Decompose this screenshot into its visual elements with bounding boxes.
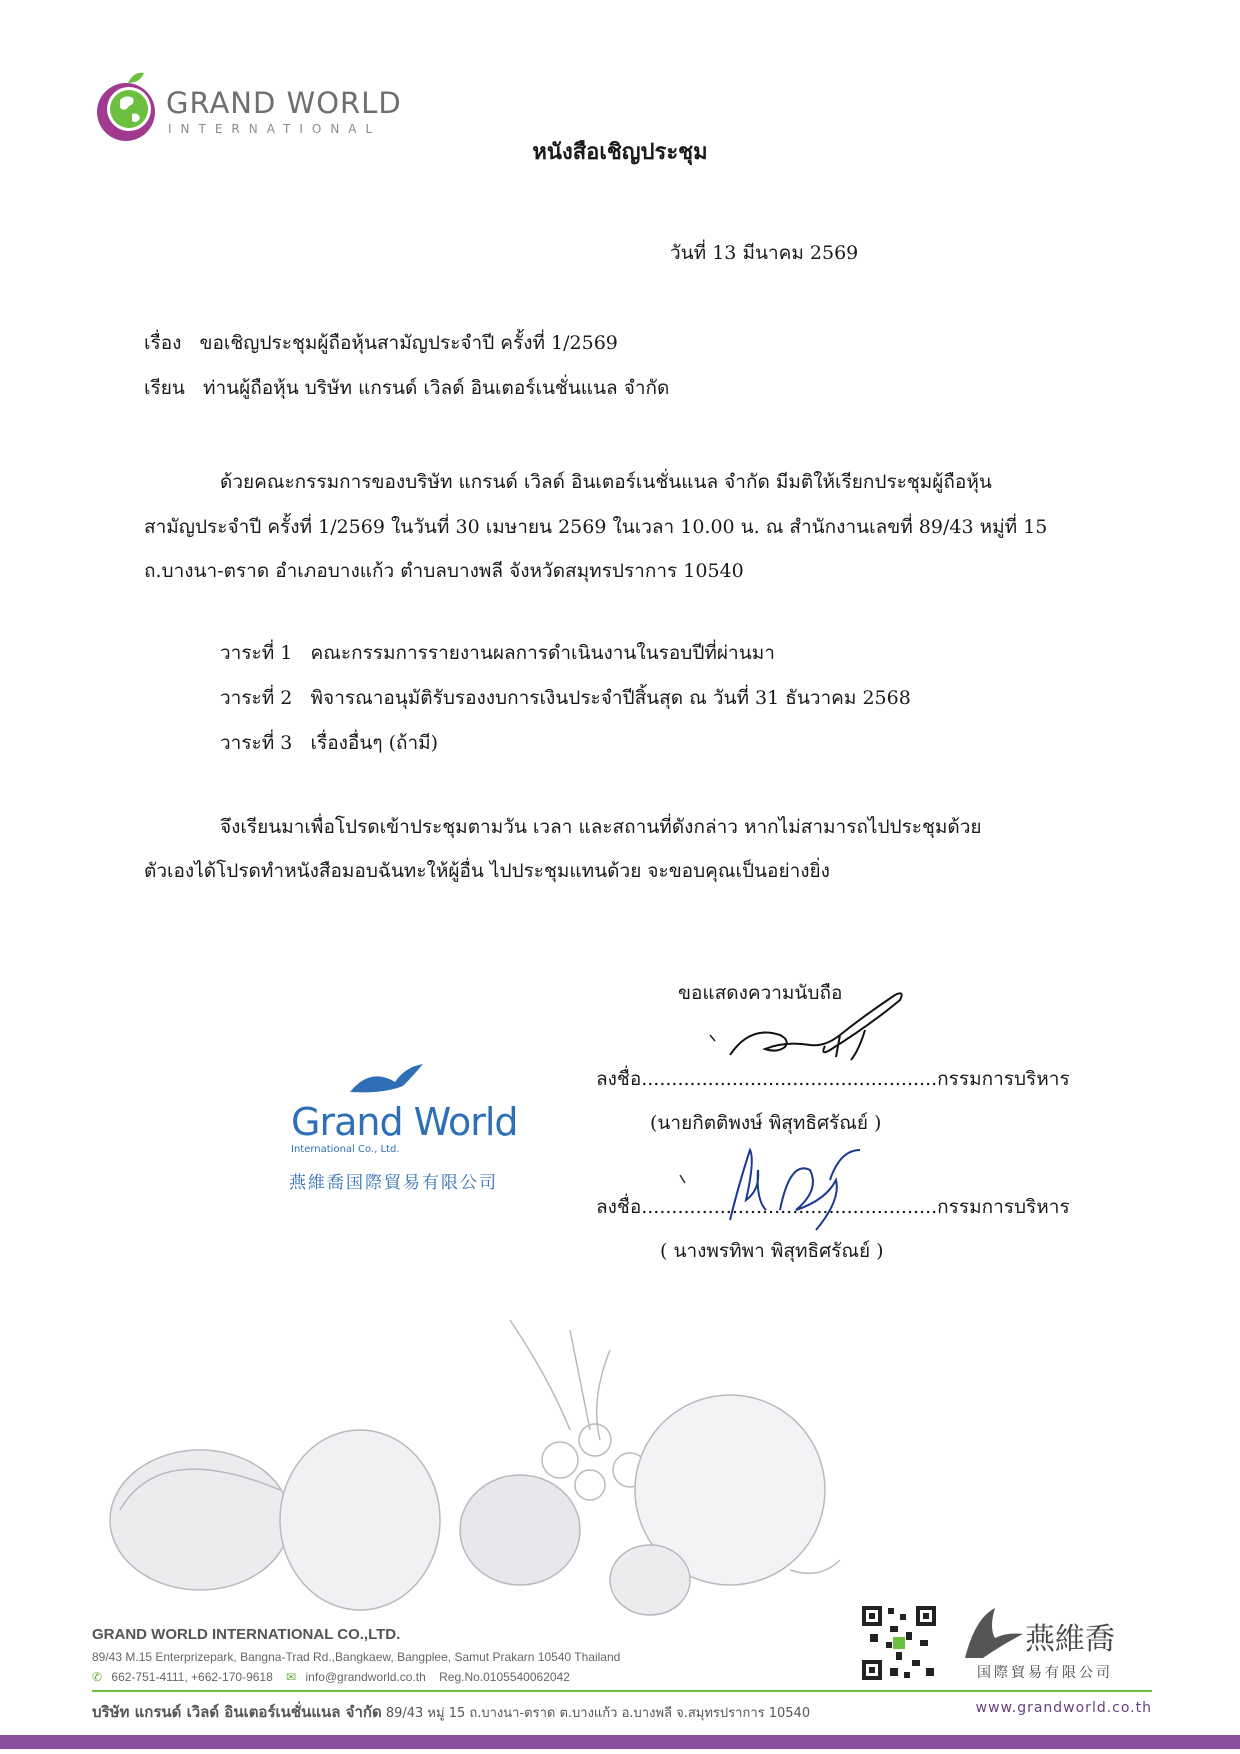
agenda-item-3	[220, 728, 438, 758]
swallow-bird-icon	[345, 1062, 425, 1102]
agenda-text: เรื่องอื่นๆ (ถ้ามี)	[310, 732, 439, 754]
footer-email[interactable]: info@grandworld.co.th	[305, 1670, 426, 1684]
footer-website[interactable]: www.grandworld.co.th	[975, 1700, 1152, 1716]
chinese-brand-logo	[955, 1600, 1155, 1686]
stamp-chinese-name: 燕維喬国際貿易有限公司	[289, 1173, 498, 1193]
signature-2-image	[670, 1130, 890, 1240]
document-title: หนังสือเชิญประชุม	[532, 139, 708, 165]
footer-divider	[92, 1690, 1152, 1692]
brand-subtitle: INTERNATIONAL	[168, 122, 382, 136]
body-para1-line2: สามัญประจำปี ครั้งที่ 1/2569 ในวันที่ 30 เมษายน 2569 ในเวลา 10.00 น. ณ สำนักงานเลขที่ 89/43 หมู่ที่ 15	[144, 516, 1048, 538]
footer-address: 89/43 M.15 Enterprizepark, Bangna-Trad Rd.,Bangkaew, Bangplee, Samut Prakarn 10540 Thailand	[92, 1650, 621, 1664]
footer-reg: Reg.No.0105540062042	[439, 1670, 570, 1684]
signature-1-name: (นายกิตติพงษ์ พิสุทธิศรัณย์ )	[650, 1112, 882, 1134]
footer-thai-line	[92, 1700, 810, 1724]
chinese-brand-name: 燕維喬	[1025, 1622, 1115, 1657]
footer-color-bar	[0, 1735, 1240, 1749]
agenda-label: วาระที่ 2	[220, 687, 293, 709]
subject-line	[144, 328, 618, 358]
stamp-company-sub: International Co., Ltd.	[291, 1144, 400, 1155]
body-para2-line2: ตัวเองได้โปรดทำหนังสือมอบฉันทะให้ผู้อื่น ไปประชุมแทนด้วย จะขอบคุณเป็นอย่างยิ่ง	[144, 860, 830, 882]
agenda-text: คณะกรรมการรายงานผลการดำเนินงานในรอบปีที่ผ่านมา	[310, 642, 775, 664]
agenda-item-1	[220, 638, 775, 668]
subject-text: ขอเชิญประชุมผู้ถือหุ้นสามัญประจำปี ครั้งที่ 1/2569	[199, 332, 618, 354]
subject-label: เรื่อง	[144, 332, 182, 354]
recipient-text: ท่านผู้ถือหุ้น บริษัท แกรนด์ เวิลด์ อินเตอร์เนชั่นแนล จำกัด	[202, 377, 670, 399]
footer-thai-address: 89/43 หมู่ 15 ถ.บางนา-ตราด ต.บางแก้ว อ.บางพลี จ.สมุทรปราการ 10540	[385, 1706, 811, 1721]
agenda-label: วาระที่ 1	[220, 642, 293, 664]
agenda-text: พิจารณาอนุมัติรับรองงบการเงินประจำปีสิ้นสุด ณ วันที่ 31 ธันวาคม 2568	[310, 687, 911, 709]
signature-2-name: ( นางพรทิพา พิสุทธิศรัณย์ )	[660, 1240, 884, 1262]
body-para2-line1: จึงเรียนมาเพื่อโปรดเข้าประชุมตามวัน เวลา และสถานที่ดังกล่าว หากไม่สามารถไปประชุมด้วย	[220, 816, 982, 838]
recipient-line	[144, 373, 669, 403]
footer-contact	[92, 1670, 570, 1684]
chinese-brand-sub: 国際貿易有限公司	[977, 1665, 1113, 1681]
mail-icon: ✉	[286, 1670, 297, 1684]
swallow-emblem-icon	[955, 1600, 1025, 1664]
stamp-company-name: Grand World	[291, 1100, 518, 1144]
signature-1-line: ลงชื่อ.................................................กรรมการบริหาร	[596, 1068, 1070, 1090]
phone-icon: ✆	[92, 1670, 103, 1684]
company-stamp	[285, 1062, 545, 1202]
agenda-item-2	[220, 683, 911, 713]
signature-2-line: ลงชื่อ.................................................กรรมการบริหาร	[596, 1196, 1070, 1218]
date-line: วันที่ 13 มีนาคม 2569	[670, 242, 859, 264]
recipient-label: เรียน	[144, 377, 185, 399]
agenda-label: วาระที่ 3	[220, 732, 293, 754]
body-para1-line1: ด้วยคณะกรรมการของบริษัท แกรนด์ เวิลด์ อินเตอร์เนชั่นแนล จำกัด มีมติให้เรียกประชุมผู้ถือหุ้น	[220, 471, 992, 493]
closing-text: ขอแสดงความนับถือ	[678, 982, 843, 1004]
qr-code-icon	[860, 1604, 938, 1682]
footer-thai-company: บริษัท แกรนด์ เวิลด์ อินเตอร์เนชั่นแนล จำกัด	[92, 1703, 382, 1721]
body-para1-line3: ถ.บางนา-ตราด อำเภอบางแก้ว ตำบลบางพลี จังหวัดสมุทรปราการ 10540	[144, 560, 744, 582]
footer-company-name: GRAND WORLD INTERNATIONAL CO.,LTD.	[92, 1626, 401, 1643]
footer-phone: 662-751-4111, +662-170-9618	[111, 1670, 273, 1684]
fruit-illustration	[90, 1320, 870, 1650]
brand-name: GRAND WORLD	[166, 86, 402, 120]
